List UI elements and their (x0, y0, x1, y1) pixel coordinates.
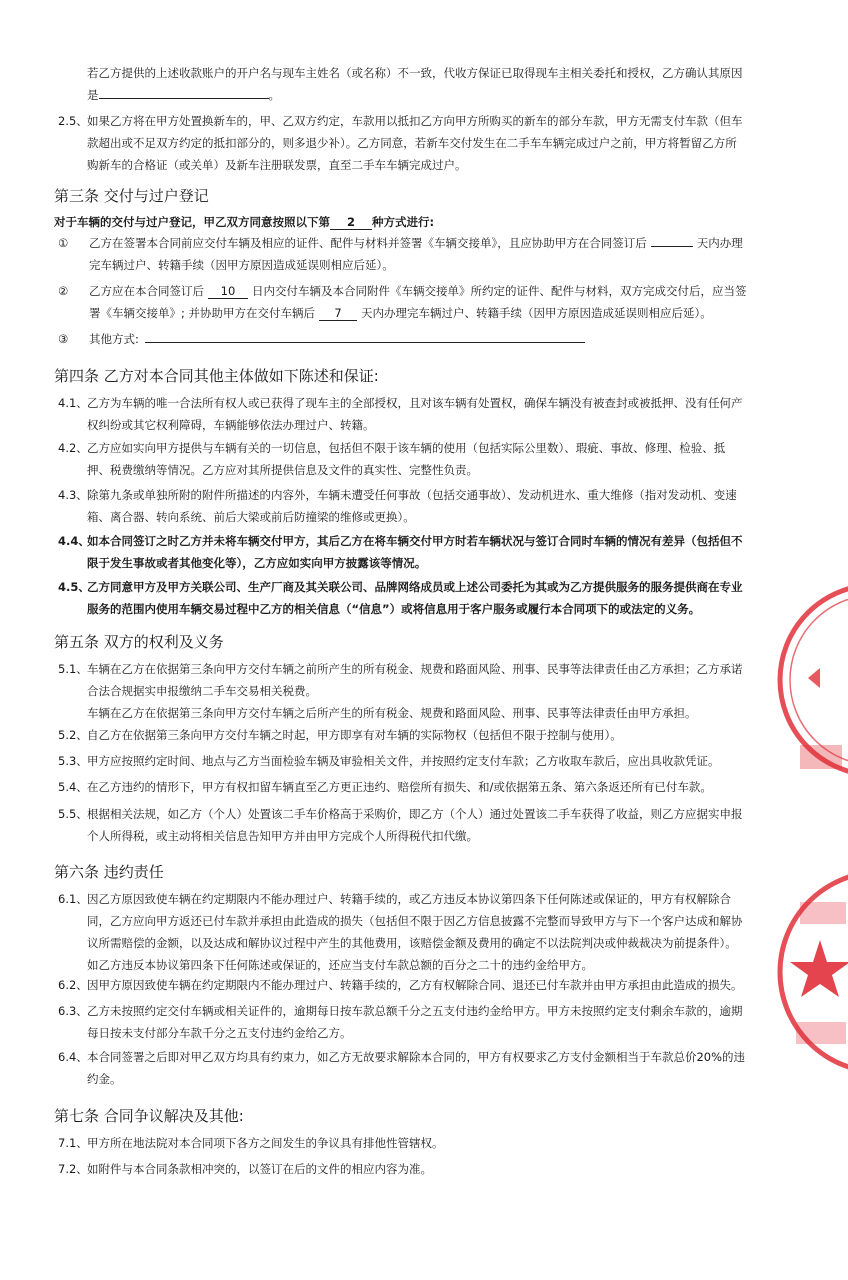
clause-body (87, 1046, 745, 1090)
clause-body (87, 750, 720, 772)
clause-body (87, 658, 743, 724)
clause-number: 6.1、 (58, 892, 88, 906)
line-prefix: 乙方应在本合同签订后 (89, 284, 204, 298)
article-3-title: 第三条 交付与过户登记 (54, 187, 209, 205)
clause-body (87, 803, 743, 847)
option-body (89, 328, 585, 350)
clause-number: 6.3、 (58, 1004, 88, 1018)
clause-line: 本合同签署之后即对甲乙双方均具有约束力，如乙方无故要求解除本合同的，甲方有权要求乙方支付金额相当于车款总价20%的违 (87, 1050, 746, 1064)
clause-line: 如乙方违反本协议第四条下任何陈述或保证的，还应当支付车款总额的百分之二十的违约金给甲方。 (87, 958, 593, 972)
intro-suffix: 种方式进行: (372, 215, 435, 229)
clause-line: 如果乙方将在甲方处置换新车的，甲、乙双方约定，车款用以抵扣乙方向甲方所购买的新车的部分车款，甲方无需支付车款（但车 (87, 114, 743, 128)
account-holder-blank[interactable] (99, 84, 269, 99)
clause-line: 押、税费缴纳等情况。乙方应对其所提供信息及文件的真实性、完整性负责。 (87, 463, 478, 477)
clause-body (87, 1000, 743, 1044)
clause-line: 同，乙方应向甲方返还已付车款并承担由此造成的损失（包括但不限于因乙方信息披露不完整而导致甲方与下一个客户达成和解协 (87, 914, 743, 928)
clause-line: 若乙方提供的上述收款账户的开户名与现车主姓名（或名称）不一致，代收方保证已取得现车主相关委托和授权，乙方确认其原因 (87, 66, 743, 80)
clause-line: 乙方应如实向甲方提供与车辆有关的一切信息，包括但不限于该车辆的使用（包括实际公里数）、瑕疵、事故、修理、检验、抵 (87, 441, 726, 455)
clause-line: 乙方同意甲方及甲方关联公司、生产厂商及其关联公司、品牌网络成员或上述公司委托为其或为乙方提供服务的服务提供商在专业 (87, 580, 743, 594)
clause-line: 限于发生事故或者其他变化等），乙方应如实向甲方披露该等情况。 (87, 556, 427, 570)
option-mark: ③ (58, 332, 69, 346)
article-5-title: 第五条 双方的权利及义务 (54, 633, 224, 651)
option-body (89, 280, 747, 324)
clause-number: 4.3、 (58, 488, 88, 502)
line-prefix: 是 (87, 88, 99, 102)
clause-number: 4.4、 (58, 534, 90, 548)
clause-body (87, 974, 743, 996)
other-method-blank[interactable] (145, 328, 585, 343)
article-7-title: 第七条 合同争议解决及其他: (54, 1107, 244, 1125)
clause-line: 除第九条或单独所附的附件所描述的内容外，车辆未遭受任何事故（包括交通事故）、发动机进水、重大维修（指对发动机、变速 (87, 488, 737, 502)
clause-body (87, 437, 725, 481)
article-4-title: 第四条 乙方对本合同其他主体做如下陈述和保证: (54, 367, 379, 385)
clause-body (87, 484, 737, 528)
option-mark: ② (58, 284, 69, 298)
clause-body (87, 724, 622, 746)
clause-number: 4.5、 (58, 580, 90, 594)
clause-receiving-account (87, 62, 807, 106)
line-suffix: 。 (268, 88, 280, 102)
line-prefix: 乙方在签署本合同前应交付车辆及相应的证件、配件与材料并签署《车辆交接单》，且应协助甲方在合同签订后 (89, 236, 647, 250)
clause-line: 服务的范围内使用车辆交易过程中乙方的相关信息（“信息”）或将信息用于客户服务或履行本合同项下的或法定的义务。 (87, 602, 701, 616)
clause-number: 7.1、 (58, 1136, 88, 1150)
clause-line: 乙方未按照约定交付车辆或相关证件的，逾期每日按车款总额千分之五支付违约金给甲方。甲方未按照约定支付剩余车款的，逾期 (87, 1004, 743, 1018)
method-number-blank[interactable]: 2 (330, 215, 372, 230)
clause-line: 根据相关法规，如乙方（个人）处置该二手车价格高于采购价，即乙方（个人）通过处置该二手车获得了收益，则乙方应据实申报 (87, 807, 743, 821)
company-seal-stamp-lower (770, 862, 848, 1102)
clause-body (87, 776, 712, 798)
clause-line: 个人所得税，或主动将相关信息告知甲方并由甲方完成个人所得税代扣代缴。 (87, 829, 478, 843)
clause-line: 完车辆过户、转籍手续（因甲方原因造成延误则相应后延）。 (89, 258, 394, 272)
clause-line: 如附件与本合同条款相冲突的，以签订在后的文件的相应内容为准。 (87, 1162, 432, 1176)
clause-number: 4.2、 (58, 441, 88, 455)
clause-line: 甲方所在地法院对本合同项下各方之间发生的争议具有排他性管辖权。 (87, 1136, 444, 1150)
clause-number: 6.4、 (58, 1050, 88, 1064)
clause-body (87, 1158, 432, 1180)
clause-number: 5.2、 (58, 728, 88, 742)
clause-line: 因乙方原因致使车辆在约定期限内不能办理过户、转籍手续的，或乙方违反本协议第四条下任何陈述或保证的，甲方有权解除合 (87, 892, 731, 906)
clause-line: 箱、离合器、转向系统、前后大梁或前后防撞梁的维修或更换）。 (87, 510, 415, 524)
clause-line: 如本合同签订之时乙方并未将车辆交付甲方，其后乙方在将车辆交付甲方时若车辆状况与签订合同时车辆的情况有差异（包括但不 (87, 534, 743, 548)
clause-line: 乙方为车辆的唯一合法所有权人或已获得了现车主的全部授权，且对该车辆有处置权，确保车辆没有被查封或被抵押、没有任何产 (87, 396, 743, 410)
line-suffix: 天内办理 (696, 236, 743, 250)
clause-number: 7.2、 (58, 1162, 88, 1176)
clause-line (87, 84, 807, 106)
clause-number: 2.5、 (58, 114, 88, 128)
clause-number: 5.4、 (58, 780, 88, 794)
clause-body (87, 392, 743, 436)
clause-line: 车辆在乙方在依据第三条向甲方交付车辆之前所产生的所有税金、规费和路面风险、刑事、民事等法律责任由乙方承担；乙方承诺 (87, 662, 743, 676)
delivery-days-blank[interactable]: 10 (208, 284, 248, 299)
line-suffix: 天内办理完车辆过户、转籍手续（因甲方原因造成延误则相应后延）。 (361, 306, 712, 320)
clause-line: 甲方应按照约定时间、地点与乙方当面检验车辆及审验相关文件，并按照约定支付车款；乙方收取车款后，应出具收款凭证。 (87, 754, 720, 768)
clause-line: 款超出或不足双方约定的抵扣部分的，则多退少补）。乙方同意，若新车交付发生在二手车车辆完成过户之前，甲方将暂留乙方所 (87, 136, 737, 150)
clause-line: 因甲方原因致使车辆在约定期限内不能办理过户、转籍手续的，乙方有权解除合同、退还已付车款并由甲方承担由此造成的损失。 (87, 978, 743, 992)
clause-number: 5.5、 (58, 807, 88, 821)
article-3-intro (54, 212, 434, 232)
article-6-title: 第六条 违约责任 (54, 863, 164, 881)
option-mark: ① (58, 236, 69, 250)
clause-line (89, 328, 585, 350)
clause-body (87, 1132, 444, 1154)
clause-line: 车辆在乙方在依据第三条向甲方交付车辆之后所产生的所有税金、规费和路面风险、刑事、民事等法律责任由甲方承担。 (87, 706, 697, 720)
clause-number: 5.3、 (58, 754, 88, 768)
clause-line: 合法合规据实申报缴纳二手车交易相关税费。 (87, 684, 317, 698)
days-blank[interactable] (651, 232, 693, 247)
clause-line (89, 232, 743, 254)
clause-line: 在乙方违约的情形下，甲方有权扣留车辆直至乙方更正违约、赔偿所有损失、和/或依据第五条、第六条返还所有已付车款。 (87, 780, 712, 794)
clause-line: 约金。 (87, 1072, 122, 1086)
clause-line (89, 280, 747, 302)
clause-line: 议所需赔偿的金额，以及达成和解协议过程中产生的其他费用，该赔偿金额及费用的确定不以法院判决或仲裁裁决为前提条件）。 (87, 936, 737, 950)
clause-line: 购新车的合格证（或关单）及新车注册联发票，直至二手车车辆完成过户。 (87, 158, 467, 172)
clause-number: 5.1、 (58, 662, 88, 676)
other-method-label: 其他方式: (89, 332, 139, 346)
option-body (89, 232, 743, 276)
clause-line: 权纠纷或其它权利障碍，车辆能够依法办理过户、转籍。 (87, 418, 375, 432)
clause-body (87, 110, 743, 176)
clause-line: 每日按未支付部分车款千分之五支付违约金给乙方。 (87, 1026, 352, 1040)
clause-number: 4.1、 (58, 396, 88, 410)
clause-body (87, 530, 743, 574)
clause-body (87, 888, 743, 976)
clause-number: 6.2、 (58, 978, 88, 992)
transfer-days-blank[interactable]: 7 (319, 306, 357, 321)
clause-body (87, 576, 743, 620)
clause-line: 自乙方在依据第三条向甲方交付车辆之时起，甲方即享有对车辆的实际物权（包括但不限于控制与使用）。 (87, 728, 622, 742)
company-seal-stamp-upper (770, 560, 848, 840)
line-prefix: 署《车辆交接单》; 并协助甲方在交付车辆后 (89, 306, 316, 320)
intro-prefix: 对于车辆的交付与过户登记，甲乙双方同意按照以下第 (54, 215, 330, 229)
line-suffix: 日内交付车辆及本合同附件《车辆交接单》所约定的证件、配件与材料，双方完成交付后，应当签 (252, 284, 747, 298)
clause-line (89, 302, 747, 324)
